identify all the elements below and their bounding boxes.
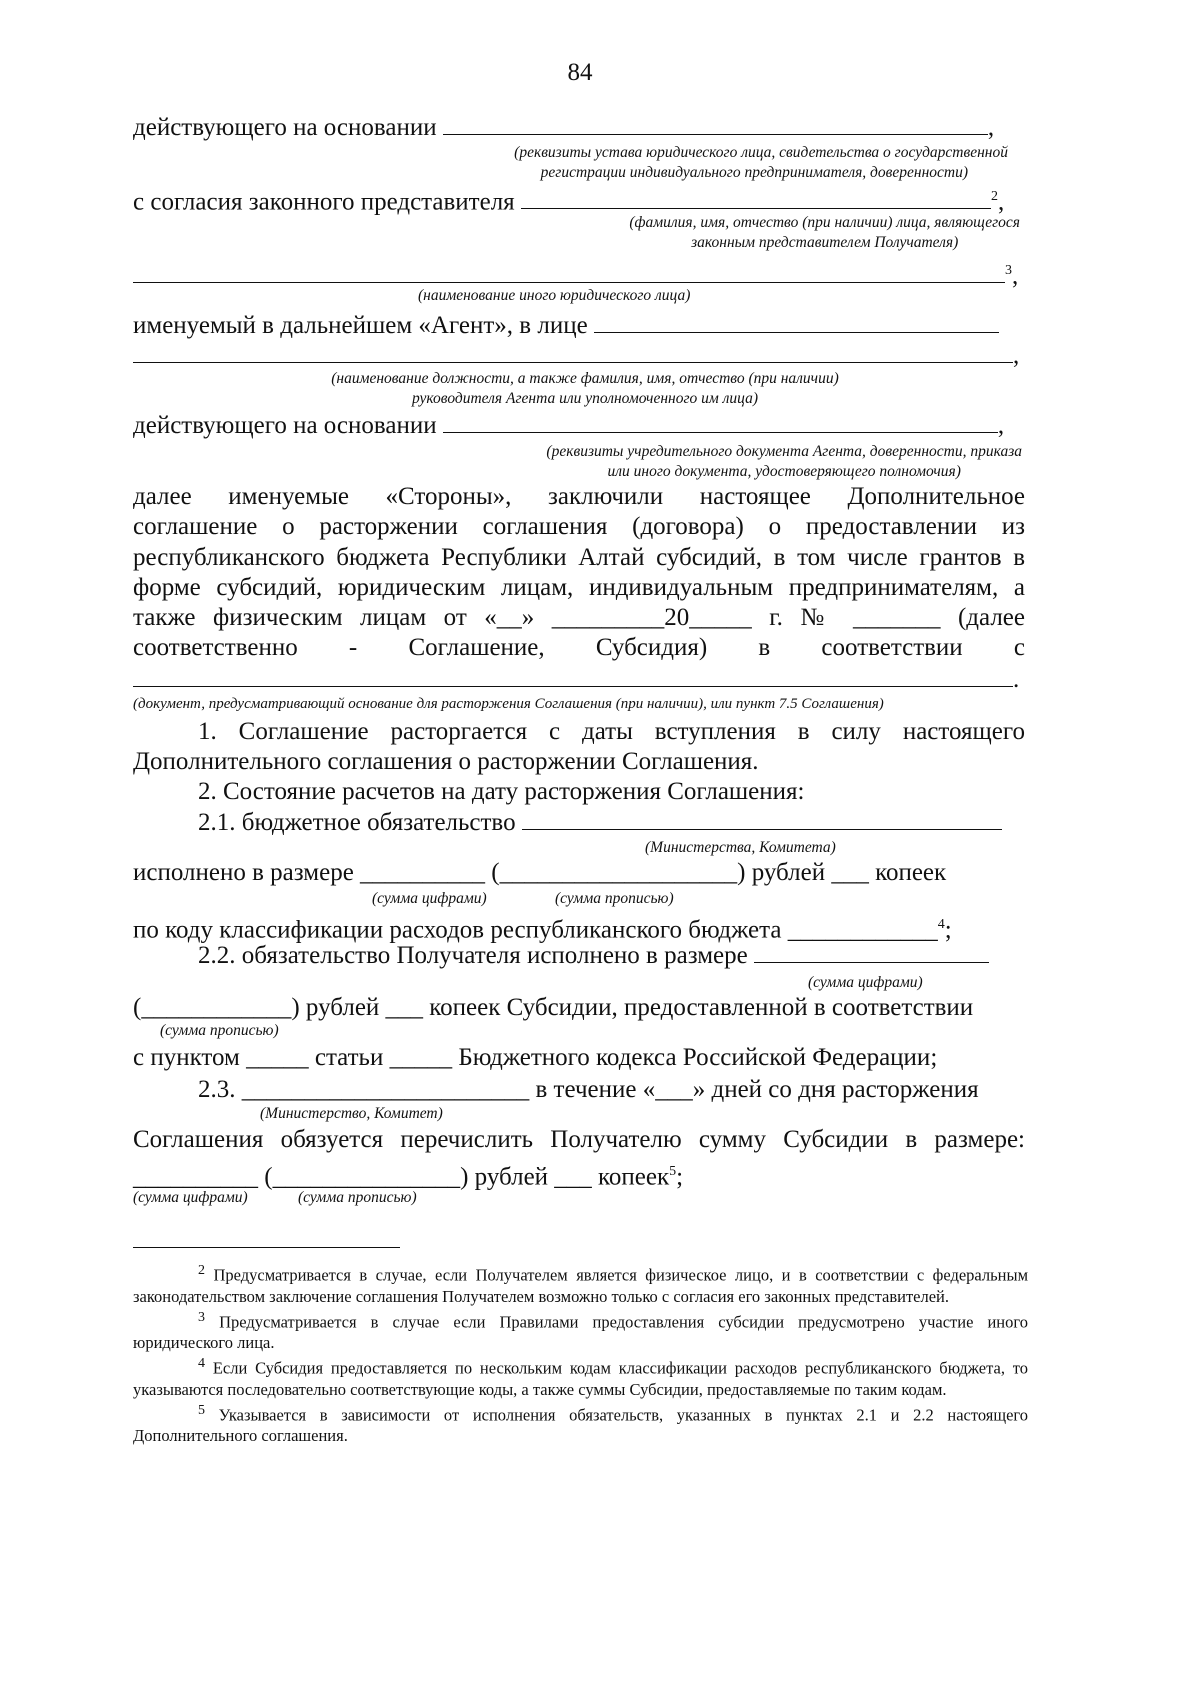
clause-2-2-amount: (____________) рублей ___ копеек Субсидии, предоставленной в соответствии bbox=[133, 994, 974, 1021]
label: действующего на основании bbox=[133, 114, 437, 141]
footnotes bbox=[133, 1260, 1028, 1446]
label: с согласия законного представителя bbox=[133, 188, 515, 216]
footnote: $^3$ Предусматривается в случае если Правилами предоставления субсидии предусмотрено участие иного юридического лица. bbox=[133, 1309, 1028, 1352]
paragraph-line: республиканского бюджета Республики Алтай субсидий, в том числе грантов в bbox=[133, 544, 1025, 571]
caption: (Министерства, Комитета) bbox=[645, 839, 836, 856]
footnote: $^2$ Предусматривается в случае, если Получателем является физическое лицо, и в соответствии с федеральным законодательством заключение соглашения Получателем возможно только с согласия его законных представителей. bbox=[133, 1263, 1029, 1306]
blank-field[interactable] bbox=[133, 260, 1005, 283]
paragraph-line: далее именуемые «Стороны», заключили настоящее Дополнительное bbox=[133, 483, 1025, 510]
clause-2-1-amount: исполнено в размере __________ (___________________) рублей ___ копеек bbox=[133, 859, 947, 886]
blank-field[interactable] bbox=[522, 807, 1002, 830]
caption: (наименование должности, а также фамилия, имя, отчество (при наличии) руководителя Агента или уполномоченного им лица) bbox=[331, 370, 839, 407]
caption: (сумма прописью) bbox=[555, 890, 674, 907]
blank-field[interactable] bbox=[443, 410, 998, 433]
footnote-divider bbox=[133, 1247, 400, 1248]
label: именуемый в дальнейшем «Агент», в лице bbox=[133, 312, 588, 339]
caption: (реквизиты учредительного документа Агента, доверенности, приказа или иного документа, удостоверяющего полномочия) bbox=[546, 443, 1022, 480]
other-entity-line: $^3$, bbox=[133, 256, 1025, 291]
caption: (сумма цифрами) bbox=[808, 974, 923, 991]
blank-field[interactable] bbox=[133, 340, 1013, 363]
clause-1-cont: Дополнительного соглашения о расторжении Соглашения. bbox=[133, 748, 759, 775]
blank-field[interactable] bbox=[443, 112, 988, 135]
blank-field[interactable] bbox=[133, 664, 1013, 687]
caption: (фамилия, имя, отчество (при наличии) лица, являющегося законным представителем Получателя) bbox=[629, 214, 1020, 251]
clause-2-1: 2.1. бюджетное обязательство bbox=[198, 807, 1090, 838]
clause-2-3: 2.3. _______________________ в течение «___» дней со дня расторжения bbox=[198, 1076, 979, 1103]
clause-2-2-article: с пунктом _____ статьи _____ Бюджетного кодекса Российской Федерации; bbox=[133, 1044, 938, 1071]
caption: (сумма прописью) bbox=[160, 1022, 279, 1039]
page-number: 84 bbox=[567, 59, 593, 86]
blank-field[interactable] bbox=[754, 940, 989, 963]
clause-2-2: 2.2. обязательство Получателя исполнено в размере bbox=[198, 940, 1090, 971]
footnote: $^5$ Указывается в зависимости от исполнения обязательств, указанных в пунктах 2.1 и 2.2 настоящего Дополнительного соглашения. bbox=[133, 1402, 1028, 1445]
basis-doc-line: . bbox=[133, 664, 1025, 695]
basis-line: действующего на основании , bbox=[133, 114, 995, 141]
agent-line bbox=[133, 310, 1025, 341]
representative-line: с согласия законного представителя $^2$, bbox=[133, 188, 1005, 216]
paragraph-line: соглашение о расторжении соглашения (договора) о предоставлении из bbox=[133, 513, 1025, 540]
paragraph-line: соответственно - Соглашение, Субсидия) в соответствии с bbox=[133, 634, 1025, 661]
paragraph-line: также физическим лицам от «__» _________20_____ г. № _______ (далее bbox=[133, 604, 1025, 631]
clause-2-1-code: по коду классификации расходов республиканского бюджета ____________$^4$; bbox=[133, 916, 952, 944]
paragraph-line: форме субсидий, юридическим лицам, индивидуальным предпринимателям, а bbox=[133, 574, 1025, 601]
caption: (реквизиты устава юридического лица, свидетельства о государственной регистрации индивидуального предпринимателя, доверенности) bbox=[514, 144, 1008, 181]
blank-field[interactable] bbox=[594, 310, 999, 333]
caption: (Министерство, Комитет) bbox=[260, 1105, 443, 1122]
clause-2: 2. Состояние расчетов на дату расторжения Соглашения: bbox=[198, 778, 805, 805]
agent-basis-line: действующего на основании , bbox=[133, 412, 1005, 439]
caption: (сумма цифрами) bbox=[133, 1189, 248, 1206]
caption: (сумма цифрами) bbox=[372, 890, 487, 907]
label: действующего на основании bbox=[133, 412, 437, 439]
caption: (наименование иного юридического лица) bbox=[418, 287, 691, 304]
agent-line-2: , bbox=[133, 340, 1025, 371]
clause-1: 1. Соглашение расторгается с даты вступления в силу настоящего bbox=[198, 718, 1025, 745]
caption: (сумма прописью) bbox=[298, 1189, 417, 1206]
blank-field[interactable] bbox=[521, 186, 991, 209]
clause-2-3-amount: __________ (_______________) рублей ___ копеек$^5$; bbox=[133, 1163, 684, 1191]
footnote: $^4$ Если Субсидия предоставляется по нескольким кодам классификации расходов республиканского бюджета, то указываются последовательно соответствующие коды, а также суммы Субсидии, предоставляемые по таким кодам. bbox=[133, 1356, 1029, 1399]
caption: (документ, предусматривающий основание для расторжения Соглашения (при наличии), или пункт 7.5 Соглашения) bbox=[133, 696, 884, 712]
clause-2-3-cont: Соглашения обязуется перечислить Получателю сумму Субсидии в размере: bbox=[133, 1126, 1025, 1153]
